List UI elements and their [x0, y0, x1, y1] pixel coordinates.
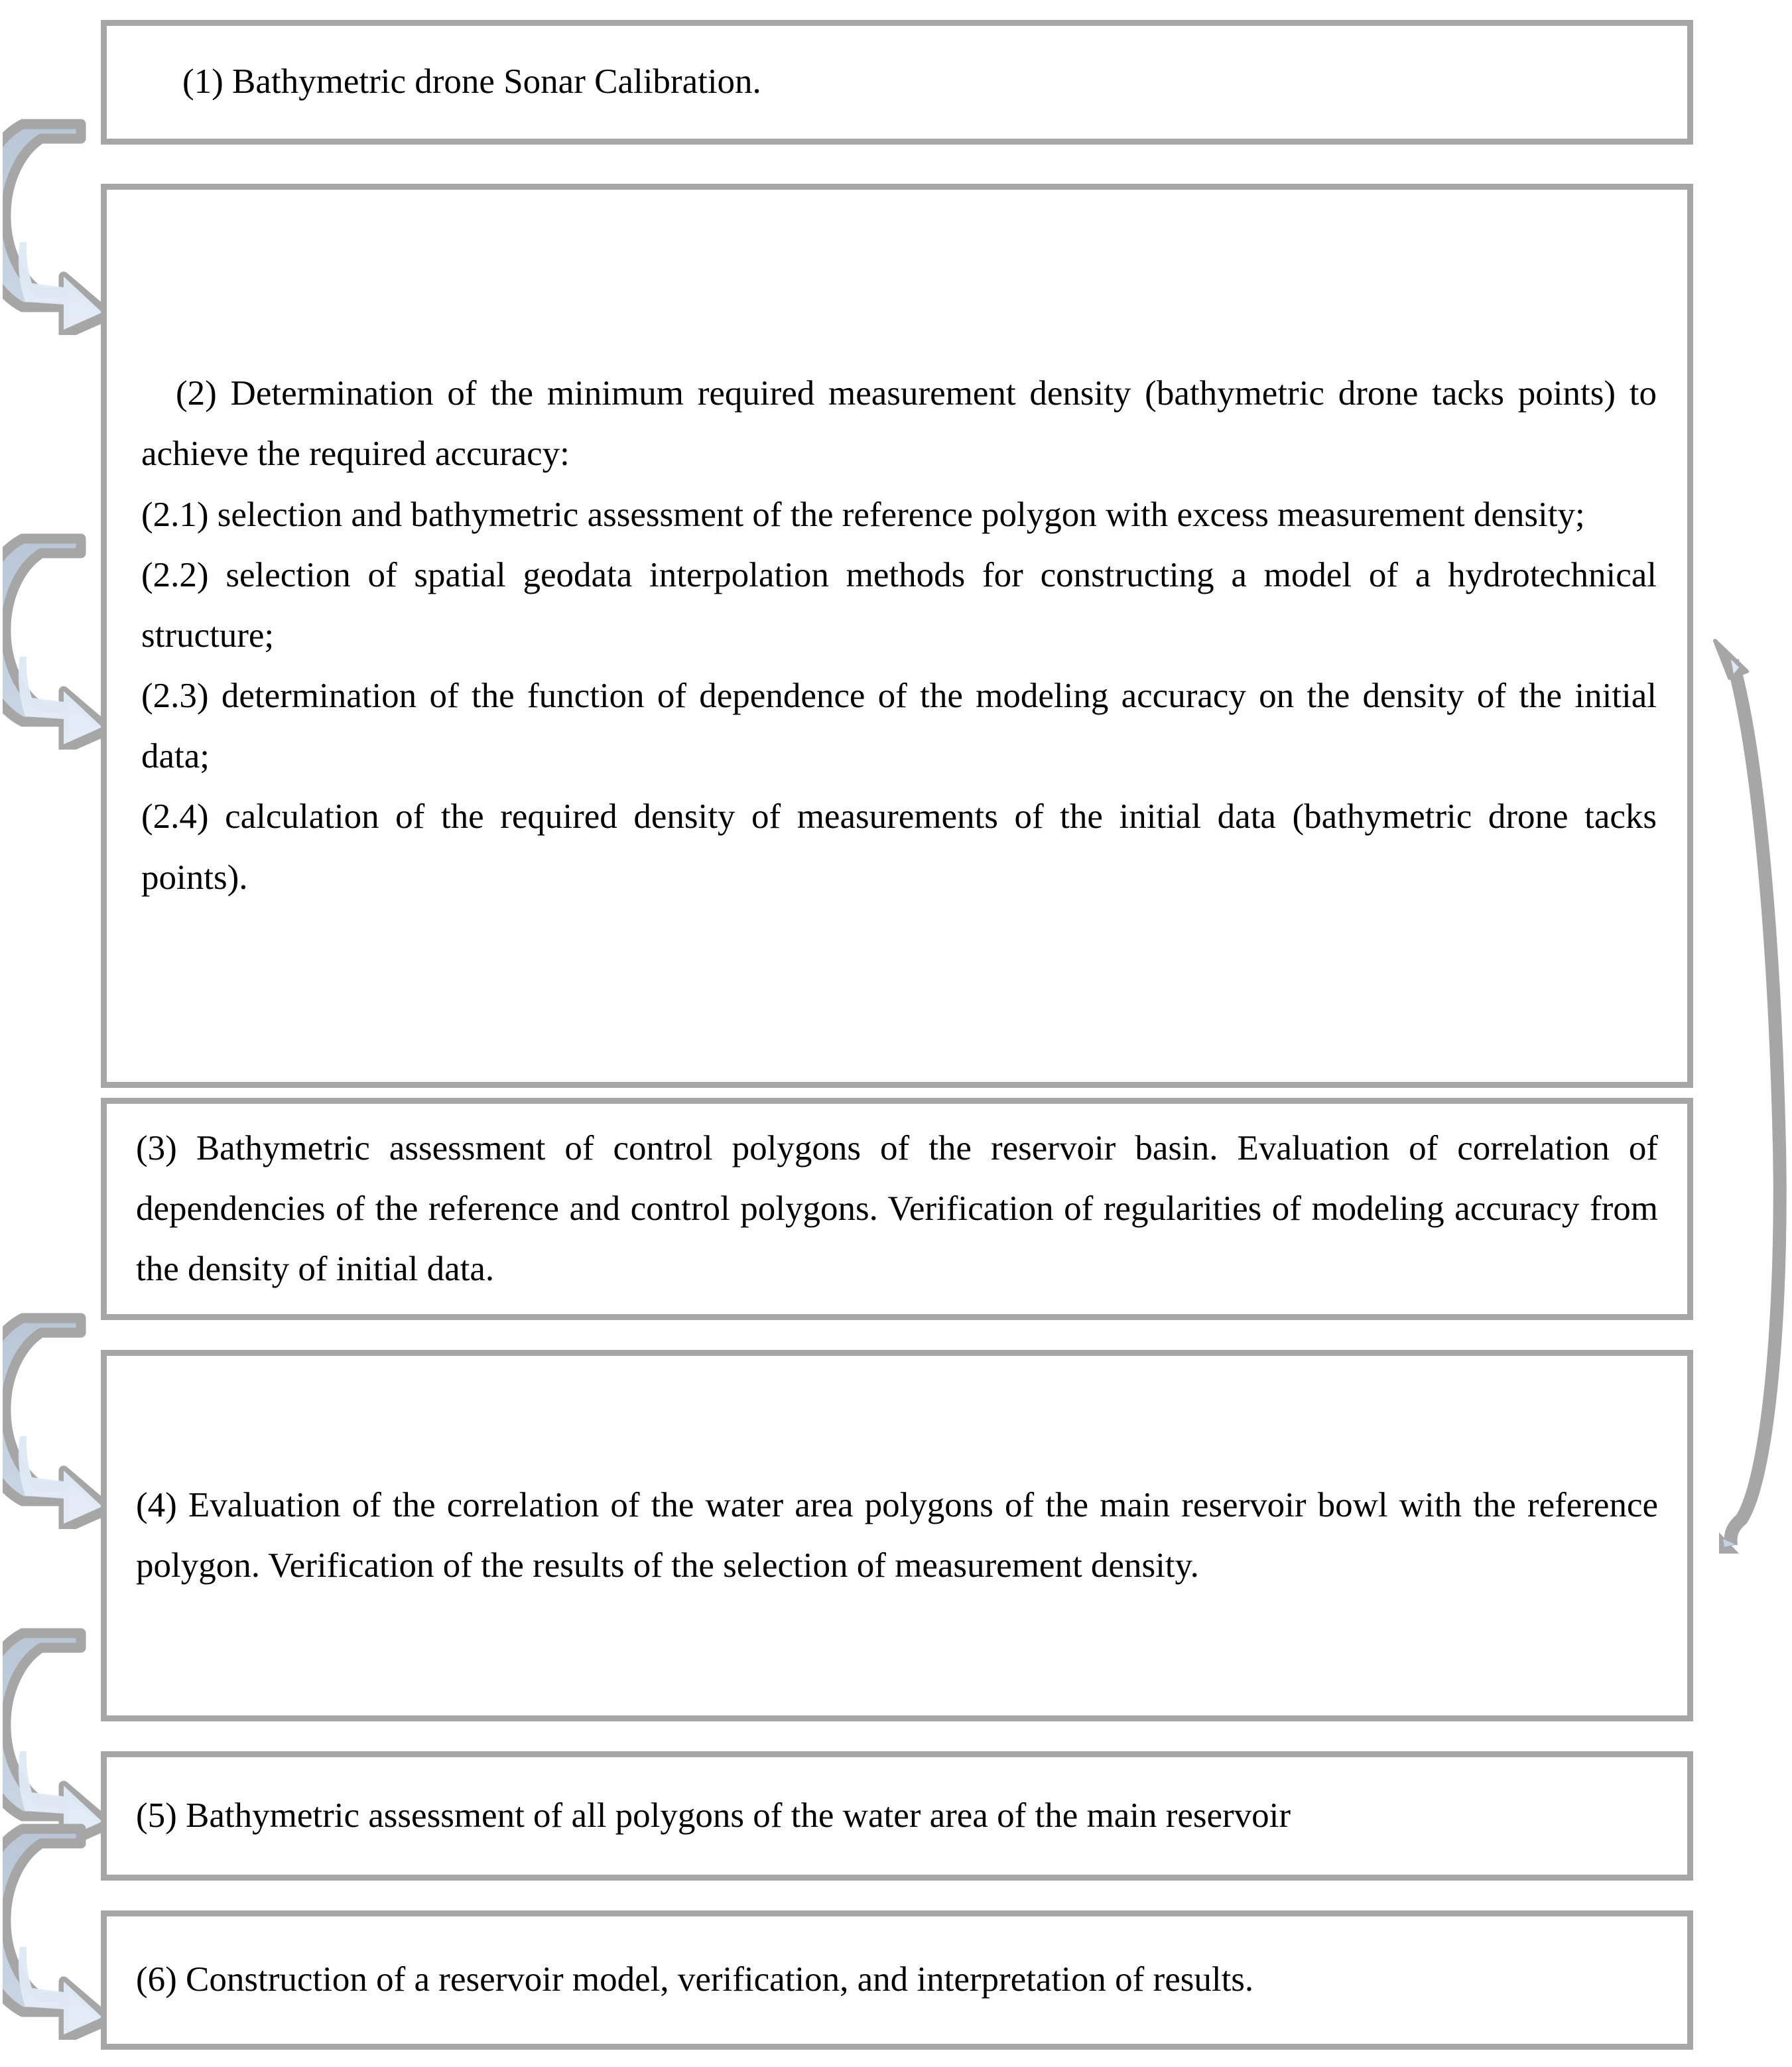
step-2-paragraph-0: (2) Determination of the minimum required measurement density (bathymetric drone tacks points) to achieve the required accuracy:: [141, 374, 1657, 474]
step-box-3: [101, 1098, 1693, 1320]
step-6-paragraph-0: (6) Construction of a reservoir model, verification, and interpretation of results.: [136, 1960, 1254, 1999]
step-box-2: [101, 184, 1693, 1088]
curved-feedback-arrow-icon: [1691, 617, 1792, 1579]
step-5-paragraph-0: (5) Bathymetric assessment of all polygons of the water area of the main reservoir: [136, 1796, 1291, 1835]
step-2-paragraph-4: (2.4) calculation of the required density of measurements of the initial data (bathymetric drone tacks points).: [141, 797, 1657, 897]
step-1-paragraph-0: (1) Bathymetric drone Sonar Calibration.: [182, 62, 761, 101]
step-box-5: [101, 1751, 1693, 1881]
step-2-paragraph-2: (2.2) selection of spatial geodata interpolation methods for constructing a model of a hydrotechnical structure;: [141, 555, 1657, 655]
step-3-paragraph-0: (3) Bathymetric assessment of control polygons of the reservoir basin. Evaluation of correlation of dependencies of the reference and control polygons. Verification of regularities of modeling accuracy from the density of initial data.: [136, 1128, 1658, 1289]
step-box-1: [101, 20, 1693, 145]
step-4-paragraph-0: (4) Evaluation of the correlation of the water area polygons of the main reservoir bowl with the reference polygon. Verification of the results of the selection of measurement density.: [136, 1485, 1658, 1585]
step-2-paragraph-3: (2.3) determination of the function of dependence of the modeling accuracy on the density of the initial data;: [141, 677, 1657, 776]
step-box-6: [101, 1910, 1693, 2050]
step-box-4: [101, 1350, 1693, 1721]
step-2-paragraph-1: (2.1) selection and bathymetric assessment of the reference polygon with excess measurement density;: [141, 495, 1585, 534]
